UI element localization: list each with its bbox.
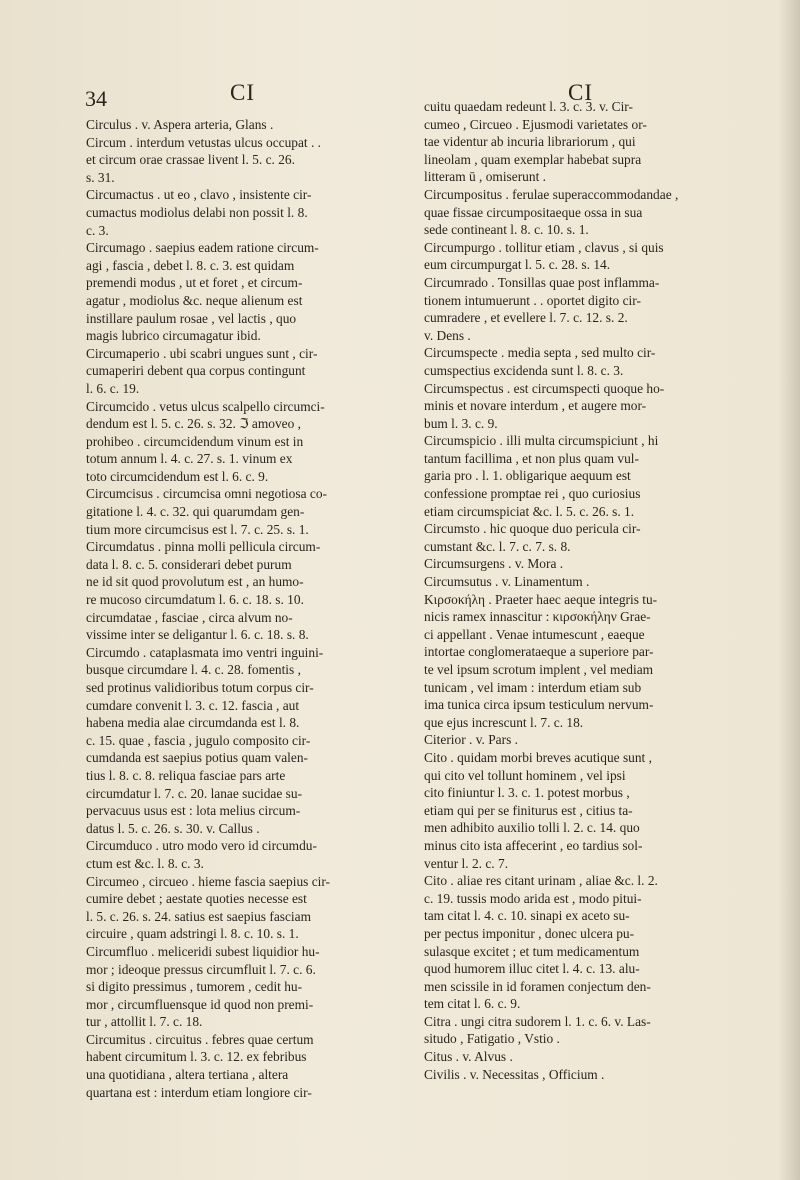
text-line: etiam qui per se finiturus est , citius ta- (424, 802, 633, 818)
text-line: gitatione l. 4. c. 32. qui quarumdam gen- (86, 504, 305, 520)
text-line: te vel ipsum scrotum implent , vel mediam (424, 662, 654, 677)
text-line: minus cito ista affecerint , eo tardius sol- (424, 837, 643, 853)
text-line: cumactus modiolus delabi non possit l. 8. (86, 204, 308, 220)
text-line: eum circumpurgat l. 5. c. 28. s. 14. (424, 257, 611, 273)
text-line: quod humorem illuc citet l. 4. c. 13. alu- (424, 961, 640, 977)
text-line: Citus . v. Alvus . (424, 1049, 513, 1065)
text-line: cumaperiri debent qua corpus contingunt (86, 363, 306, 379)
text-line: ctum est &c. l. 8. c. 3. (86, 855, 204, 871)
text-line: lineolam , quam exemplar habebat supra (424, 151, 642, 167)
text-line: Circumduco . utro modo vero id circumdu- (86, 838, 317, 854)
text-line: litteram ū , omiserunt . (424, 169, 546, 185)
text-line: Circumfluo . meliceridi subest liquidior hu- (86, 943, 320, 959)
text-line: Circumactus . ut eo , clavo , insistente cir- (86, 187, 312, 203)
text-line: mor , circumfluensque id quod non premi- (86, 996, 314, 1012)
text-line: v. Dens . (424, 327, 471, 343)
text-line: cumeo , Circueo . Ejusmodi varietates or- (424, 116, 647, 132)
text-line: Circumeo , circueo . hieme fascia saepius cir- (86, 873, 331, 889)
text-line: Cito . quidam morbi breves acutique sunt , (424, 749, 652, 765)
text-line: habena media alae circumdanda est l. 8. (86, 715, 300, 731)
text-line: sed protinus validioribus totum corpus cir- (86, 680, 314, 695)
text-line: Circumcisus . circumcisa omni negotiosa co- (86, 486, 327, 502)
text-line: prohibeo . circumcidendum vinum est in (86, 433, 304, 449)
text-line: intortae conglomerataeque a superiore par- (424, 644, 654, 660)
text-line: cuitu quaedam redeunt l. 3. c. 3. v. Cir- (424, 99, 633, 114)
text-line: magis lubrico circumagatur ibid. (86, 328, 261, 344)
text-line: dendum est l. 5. c. 26. s. 32. ℑ amoveo , (86, 416, 302, 432)
text-line: circuire , quam adstringi l. 8. c. 10. s. 1. (86, 926, 299, 942)
page-number: 34 (85, 86, 107, 111)
text-line: que ejus increscunt l. 7. c. 18. (424, 714, 584, 730)
text-line: ne id sit quod provolutum est , an humo- (86, 574, 304, 590)
text-line: instillare paulum rosae , vel lactis , quo (86, 310, 297, 326)
text-line: Circum . interdum vetustas ulcus occupat . . (86, 134, 322, 150)
text-line: l. 6. c. 19. (86, 380, 140, 396)
text-line: Circumaperio . ubi scabri ungues sunt , cir- (86, 345, 318, 361)
text-line: circumdatur l. 7. c. 20. lanae sucidae su- (86, 785, 303, 801)
text-line: una quotidiana , altera tertiana , altera (86, 1067, 289, 1083)
text-line: Circumpositus . ferulae superaccommodandae , (424, 186, 679, 202)
text-line: Citra . ungi citra sudorem l. 1. c. 6. v. Las- (424, 1013, 651, 1029)
text-line: Civilis . v. Necessitas , Officium . (424, 1066, 605, 1082)
text-line: cito finiuntur l. 3. c. 1. potest morbus , (424, 785, 630, 801)
text-line: c. 15. quae , fascia , jugulo composito cir- (86, 732, 311, 748)
right-column (424, 98, 768, 1083)
text-line: tium more circumcisus est l. 7. c. 25. s. 1. (86, 521, 309, 537)
text-line: Circumago . saepius eadem ratione circum- (86, 240, 319, 256)
text-line: men scissile in id foramen conjectum den- (424, 978, 651, 994)
text-line: sulasque excitet ; et tum medicamentum (424, 943, 640, 959)
text-line: pervacuus usus est : lota melius circum- (86, 803, 301, 819)
text-line: tur , attollit l. 7. c. 18. (86, 1014, 203, 1030)
text-line: et circum orae crassae livent l. 5. c. 26. (86, 152, 295, 168)
text-line: data l. 8. c. 5. considerari debet purum (86, 556, 292, 572)
text-line: cumire debet ; aestate quoties necesse est (86, 891, 307, 907)
running-head-left: CI (230, 80, 255, 105)
text-line: cumradere , et evellere l. 7. c. 12. s. 2. (424, 310, 628, 326)
text-line: nicis ramex innascitur : κιρσοκήλην Grae- (424, 609, 651, 625)
text-line: situdo , Fatigatio , Vstio . (424, 1031, 560, 1047)
text-line: cumdare convenit l. 3. c. 12. fascia , aut (86, 697, 300, 713)
text-line: men adhibito auxilio tolli l. 2. c. 14. quo (424, 820, 640, 836)
text-line: Circumsutus . v. Linamentum . (424, 574, 590, 590)
text-line: agi , fascia , debet l. 8. c. 3. est quidam (86, 257, 295, 273)
text-line: Κιρσοκήλη . Praeter haec aeque integris tu- (424, 591, 658, 607)
text-line: circumdatae , fasciae , circa alvum no- (86, 609, 293, 625)
text-line: Cito . aliae res citant urinam , aliae &c. l. 2. (424, 873, 658, 889)
text-line: s. 31. (86, 169, 115, 185)
page-edge-shadow (778, 0, 800, 1180)
text-line: ima tunica circa ipsum testiculum nervum- (424, 697, 654, 713)
text-line: datus l. 5. c. 26. s. 30. v. Callus . (86, 820, 260, 836)
text-line: confessione promptae rei , quo curiosius (424, 486, 641, 502)
text-line: busque circumdare l. 4. c. 28. fomentis , (86, 662, 301, 678)
text-line: agatur , modiolus &c. neque alienum est (86, 292, 303, 308)
text-line: per pectus imponitur , donec ulcera pu- (424, 925, 635, 941)
text-line: cumdanda est saepius potius quam valen- (86, 750, 309, 766)
text-line: tae videntur ab incuria librariorum , qui (424, 134, 636, 150)
text-line: tius l. 8. c. 8. reliqua fasciae pars arte (86, 767, 286, 783)
text-line: premendi modus , ut et foret , et circum- (86, 275, 303, 291)
text-line: cumstant &c. l. 7. c. 7. s. 8. (424, 538, 571, 554)
text-line: Circumdatus . pinna molli pellicula circum- (86, 539, 321, 555)
text-line: tunicam , vel imam : interdum etiam sub (424, 679, 642, 695)
text-line: tem citat l. 6. c. 9. (424, 996, 521, 1012)
text-line: re mucoso circumdatum l. 6. c. 18. s. 10. (86, 592, 304, 608)
text-line: toto circumcidendum est l. 6. c. 9. (86, 468, 269, 484)
text-line: tam citat l. 4. c. 10. sinapi ex aceto su- (424, 908, 630, 924)
text-line: quartana est : interdum etiam longiore cir- (86, 1084, 312, 1100)
text-line: minis et novare interdum , et augere mor- (424, 398, 647, 414)
text-line: Circumitus . circuitus . febres quae certum (86, 1031, 314, 1047)
text-line: Circumspecte . media septa , sed multo cir- (424, 345, 656, 361)
text-line: totum annum l. 4. c. 27. s. 1. vinum ex (86, 451, 293, 467)
text-line: Circumspectus . est circumspecti quoque ho- (424, 380, 665, 396)
text-line: tionem intumuerunt . . oportet digito cir- (424, 292, 641, 308)
text-line: si digito pressimus , tumorem , cedit hu- (86, 979, 303, 995)
text-line: habent circumitum l. 3. c. 12. ex febribus (86, 1049, 307, 1065)
text-line: Circumspicio . illi multa circumspiciunt , hi (424, 433, 659, 449)
text-line: Circumsto . hic quoque duo pericula cir- (424, 521, 641, 537)
text-line: garia pro . l. 1. obligarique aequum est (424, 468, 631, 484)
text-line: qui cito vel tollunt hominem , vel ipsi (424, 767, 626, 783)
left-column (86, 116, 398, 1101)
text-line: ventur l. 2. c. 7. (424, 855, 509, 871)
text-line: etiam circumspiciat &c. l. 5. c. 26. s. 1. (424, 503, 635, 519)
text-line: Circumsurgens . v. Mora . (424, 556, 564, 572)
running-head-right: CI (568, 80, 593, 105)
text-line: tantum facillima , et non plus quam vul- (424, 450, 639, 466)
text-line: vissime inter se deligantur l. 6. c. 18. s. 8. (86, 627, 309, 643)
text-line: Citerior . v. Pars . (424, 732, 518, 748)
text-line: Circulus . v. Aspera arteria, Glans . (86, 117, 274, 132)
text-line: mor ; ideoque pressus circumfluit l. 7. c. 6. (86, 961, 316, 977)
text-line: cumspectius excidenda sunt l. 8. c. 3. (424, 362, 624, 378)
text-line: Circumrado . Tonsillas quae post inflamma- (424, 274, 660, 290)
text-line: c. 3. (86, 222, 109, 238)
text-line: sede contineant l. 8. c. 10. s. 1. (424, 222, 589, 238)
text-line: bum l. 3. c. 9. (424, 415, 498, 431)
text-line: Circumdo . cataplasmata imo ventri inguini- (86, 644, 324, 660)
text-line: quae fissae circumpositaeque ossa in sua (424, 204, 643, 220)
text-line: l. 5. c. 26. s. 24. satius est saepius fasciam (86, 908, 311, 924)
text-line: c. 19. tussis modo arida est , modo pitui- (424, 890, 642, 906)
text-line: Circumcido . vetus ulcus scalpello circumci- (86, 398, 325, 414)
text-line: ci appellant . Venae intumescunt , eaeque (424, 626, 645, 642)
text-line: Circumpurgo . tollitur etiam , clavus , si quis (424, 239, 664, 255)
